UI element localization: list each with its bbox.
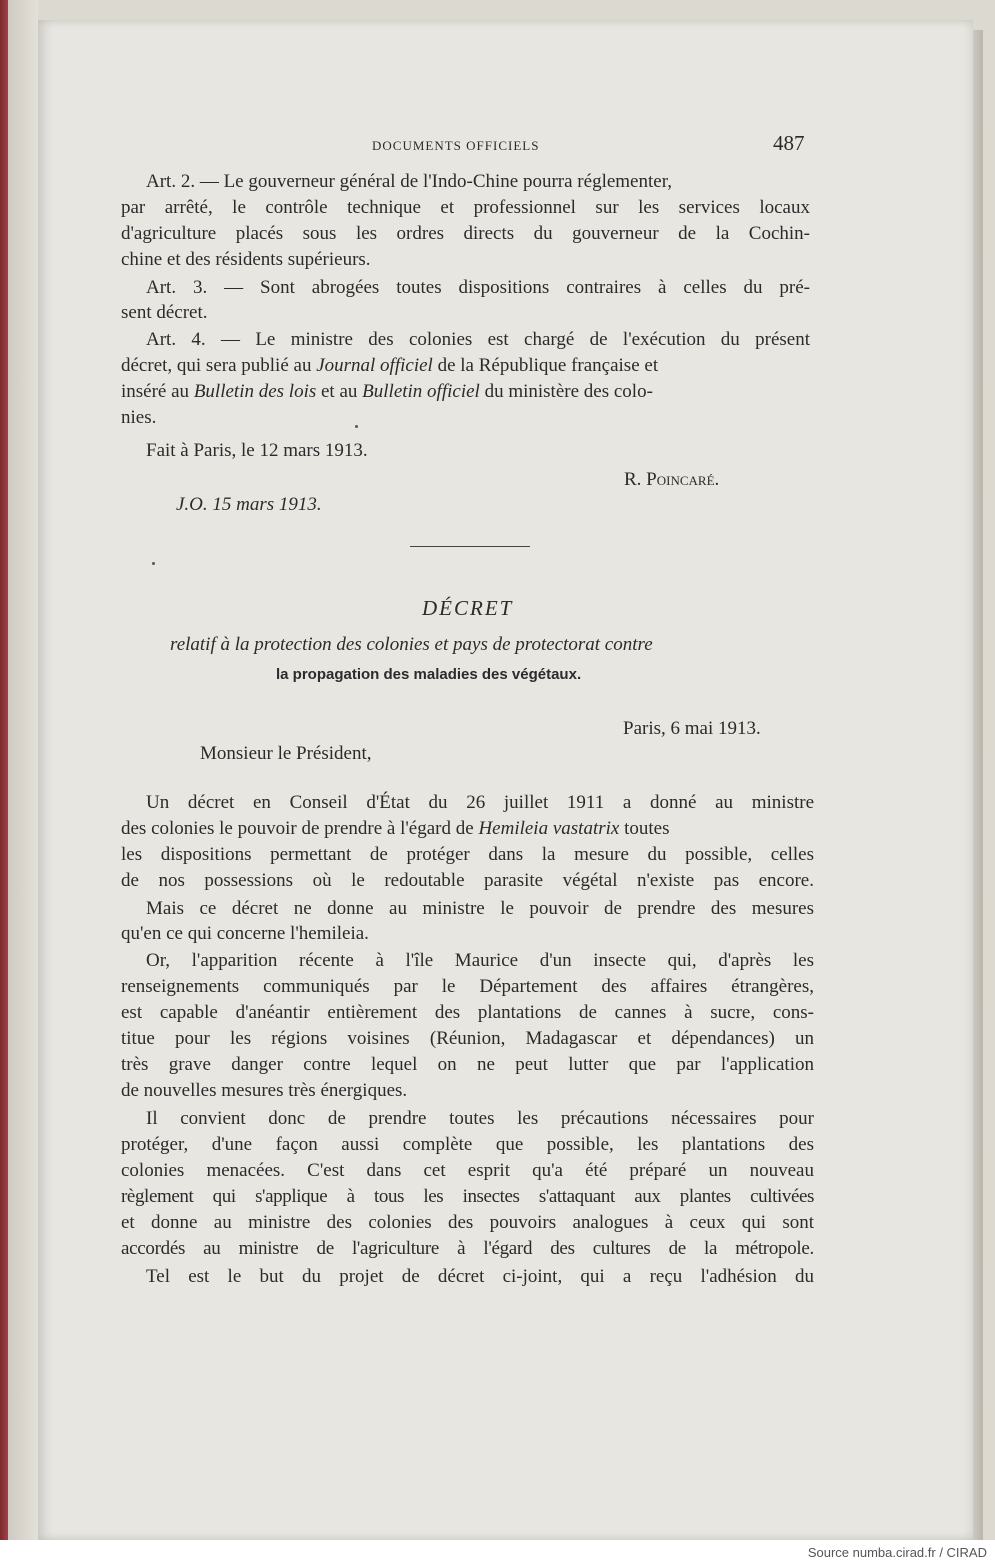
decret-subtitle-bold: la propagation des maladies des végétaux.: [276, 666, 582, 683]
salutation: Monsieur le Président,: [200, 743, 372, 764]
art2-line-3: d'agriculture placés sous les ordres directs du gouverneur de la Cochin-: [121, 223, 810, 244]
journal-officiel-reference: J.O. 15 mars 1913.: [176, 494, 322, 515]
ink-speck: [152, 562, 155, 565]
previous-page-edge: [8, 0, 38, 1540]
para1-line-4: de nos possessions où le redoutable parasite végétal n'existe pas encore.: [121, 870, 814, 891]
para1-line-1: Un décret en Conseil d'État du 26 juillet 1911 a donné au ministre: [146, 792, 814, 813]
fait-a-paris: Fait à Paris, le 12 mars 1913.: [146, 440, 368, 461]
para1-line-3: les dispositions permettant de protéger dans la mesure du possible, celles: [121, 844, 814, 865]
footer-source: Source numba.cirad.fr / CIRAD: [807, 1545, 987, 1560]
book-binding: [0, 0, 8, 1540]
para4-line-1: Il convient donc de prendre toutes les précautions nécessaires pour: [146, 1108, 814, 1129]
section-separator: [410, 546, 530, 547]
art2-line-1: Art. 2. — Le gouverneur général de l'Indo-Chine pourra réglementer,: [146, 171, 673, 192]
para4-line-3: colonies menacées. C'est dans cet esprit qu'a été préparé un nouveau: [121, 1160, 814, 1181]
para3-line-1: Or, l'apparition récente à l'île Maurice d'un insecte qui, d'après les: [146, 950, 814, 971]
para3-line-5: très grave danger contre lequel on ne peut lutter que par l'application: [121, 1054, 814, 1075]
para4-line-4: règlement qui s'applique à tous les insectes s'attaquant aux plantes cultivées: [121, 1186, 814, 1207]
para2-line-2: qu'en ce qui concerne l'hemileia.: [121, 923, 369, 944]
para3-line-6: de nouvelles mesures très énergiques.: [121, 1080, 408, 1101]
para1-line-2: des colonies le pouvoir de prendre à l'égard de Hemileia vastatrix toutes: [121, 818, 670, 839]
signature: R. Poincaré.: [624, 469, 720, 490]
date-line: Paris, 6 mai 1913.: [623, 718, 761, 739]
page-number: 487: [773, 131, 805, 155]
para2-line-1: Mais ce décret ne donne au ministre le pouvoir de prendre des mesures: [146, 898, 814, 919]
decret-title: DÉCRET: [422, 596, 514, 620]
art4-line-4: nies.: [121, 407, 157, 428]
art4-line-1: Art. 4. — Le ministre des colonies est chargé de l'exécution du présent: [146, 329, 810, 350]
decret-subtitle: relatif à la protection des colonies et pays de protectorat contre: [170, 634, 653, 655]
running-head: DOCUMENTS OFFICIELS: [372, 138, 540, 153]
para4-line-5: et donne au ministre des colonies des pouvoirs analogues à ceux qui sont: [121, 1212, 814, 1233]
art4-line-2: décret, qui sera publié au Journal officiel de la République française et: [121, 355, 659, 376]
para3-line-4: titue pour les régions voisines (Réunion, Madagascar et dépendances) un: [121, 1028, 814, 1049]
para3-line-3: est capable d'anéantir entièrement des plantations de cannes à sucre, cons-: [121, 1002, 814, 1023]
para5-line-1: Tel est le but du projet de décret ci-joint, qui a reçu l'adhésion du: [146, 1266, 814, 1287]
art3-line-1: Art. 3. — Sont abrogées toutes dispositions contraires à celles du pré-: [146, 277, 810, 298]
art3-line-2: sent décret.: [121, 302, 208, 323]
page-edge-right: [973, 30, 983, 1540]
art4-line-3: inséré au Bulletin des lois et au Bulletin officiel du ministère des colo-: [121, 381, 653, 402]
para3-line-2: renseignements communiqués par le Département des affaires étrangères,: [121, 976, 814, 997]
art2-line-2: par arrêté, le contrôle technique et professionnel sur les services locaux: [121, 197, 810, 218]
ink-speck: [355, 425, 358, 428]
para4-line-6: accordés au ministre de l'agriculture à l'égard des cultures de la métropole.: [121, 1238, 814, 1259]
art2-line-4: chine et des résidents supérieurs.: [121, 249, 371, 270]
para4-line-2: protéger, d'une façon aussi complète que possible, les plantations des: [121, 1134, 814, 1155]
